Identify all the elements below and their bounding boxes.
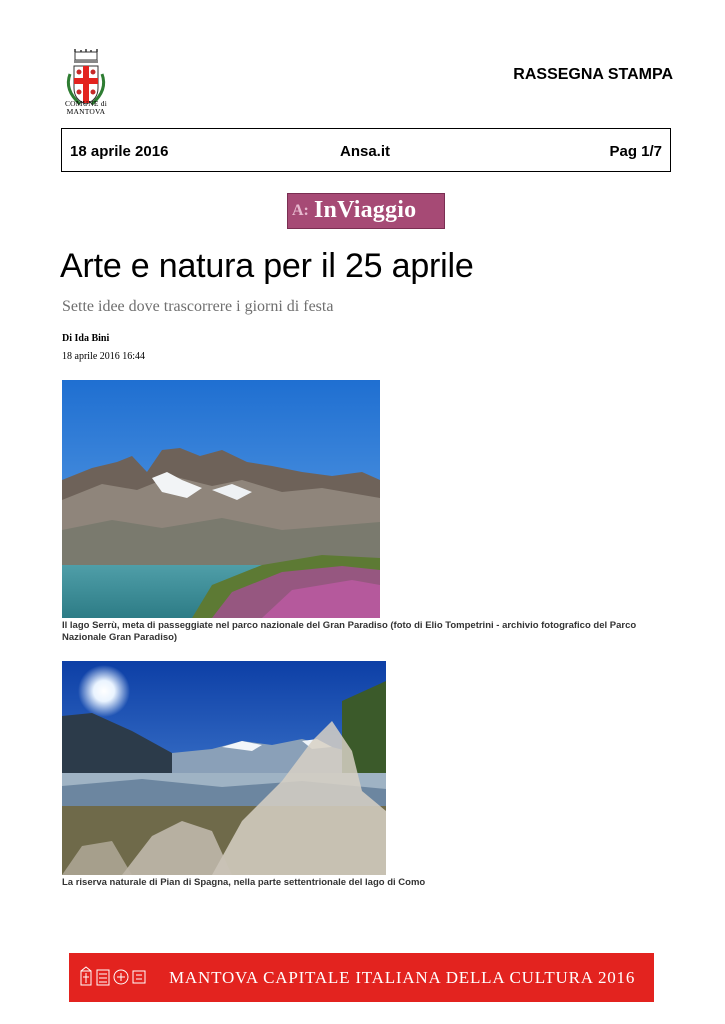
- photo-caption-2: La riserva naturale di Pian di Spagna, nella parte settentrionale del lago di Como: [62, 877, 426, 888]
- info-source: Ansa.it: [340, 143, 391, 160]
- logo-caption: [54, 100, 118, 116]
- capitale-cultura-banner: [69, 953, 654, 1002]
- photo-caption-1: Il lago Serrù, meta di passeggiate nel parco nazionale del Gran Paradiso (foto di Elio Tompetrini - archivio fotografico del Parco Nazionale Gran Paradiso): [62, 620, 637, 643]
- logo-line-1: COMUNE di: [64, 99, 107, 108]
- article-headline: Arte e natura per il 25 aprile: [60, 247, 474, 285]
- section-title: RASSEGNA STAMPA: [513, 66, 673, 83]
- banner-emblems-icon: [79, 965, 149, 989]
- article-author: Di Ida Bini: [62, 333, 110, 344]
- logo-line-2: MANTOVA: [66, 107, 106, 116]
- badge-title: InViaggio: [314, 197, 417, 223]
- banner-text: MANTOVA CAPITALE ITALIANA DELLA CULTURA 2016: [169, 968, 636, 987]
- pian-di-spagna-photo: [62, 661, 386, 875]
- article-subtitle: Sette idee dove trascorrere i giorni di festa: [62, 298, 334, 315]
- info-page: Pag 1/7: [609, 143, 662, 160]
- badge-prefix: A:: [292, 202, 309, 219]
- inviaggio-badge: [287, 193, 445, 229]
- lake-serru-photo: [62, 380, 380, 618]
- article-datetime: 18 aprile 2016 16:44: [62, 351, 146, 362]
- info-box: [61, 128, 671, 172]
- info-date: 18 aprile 2016: [70, 143, 169, 160]
